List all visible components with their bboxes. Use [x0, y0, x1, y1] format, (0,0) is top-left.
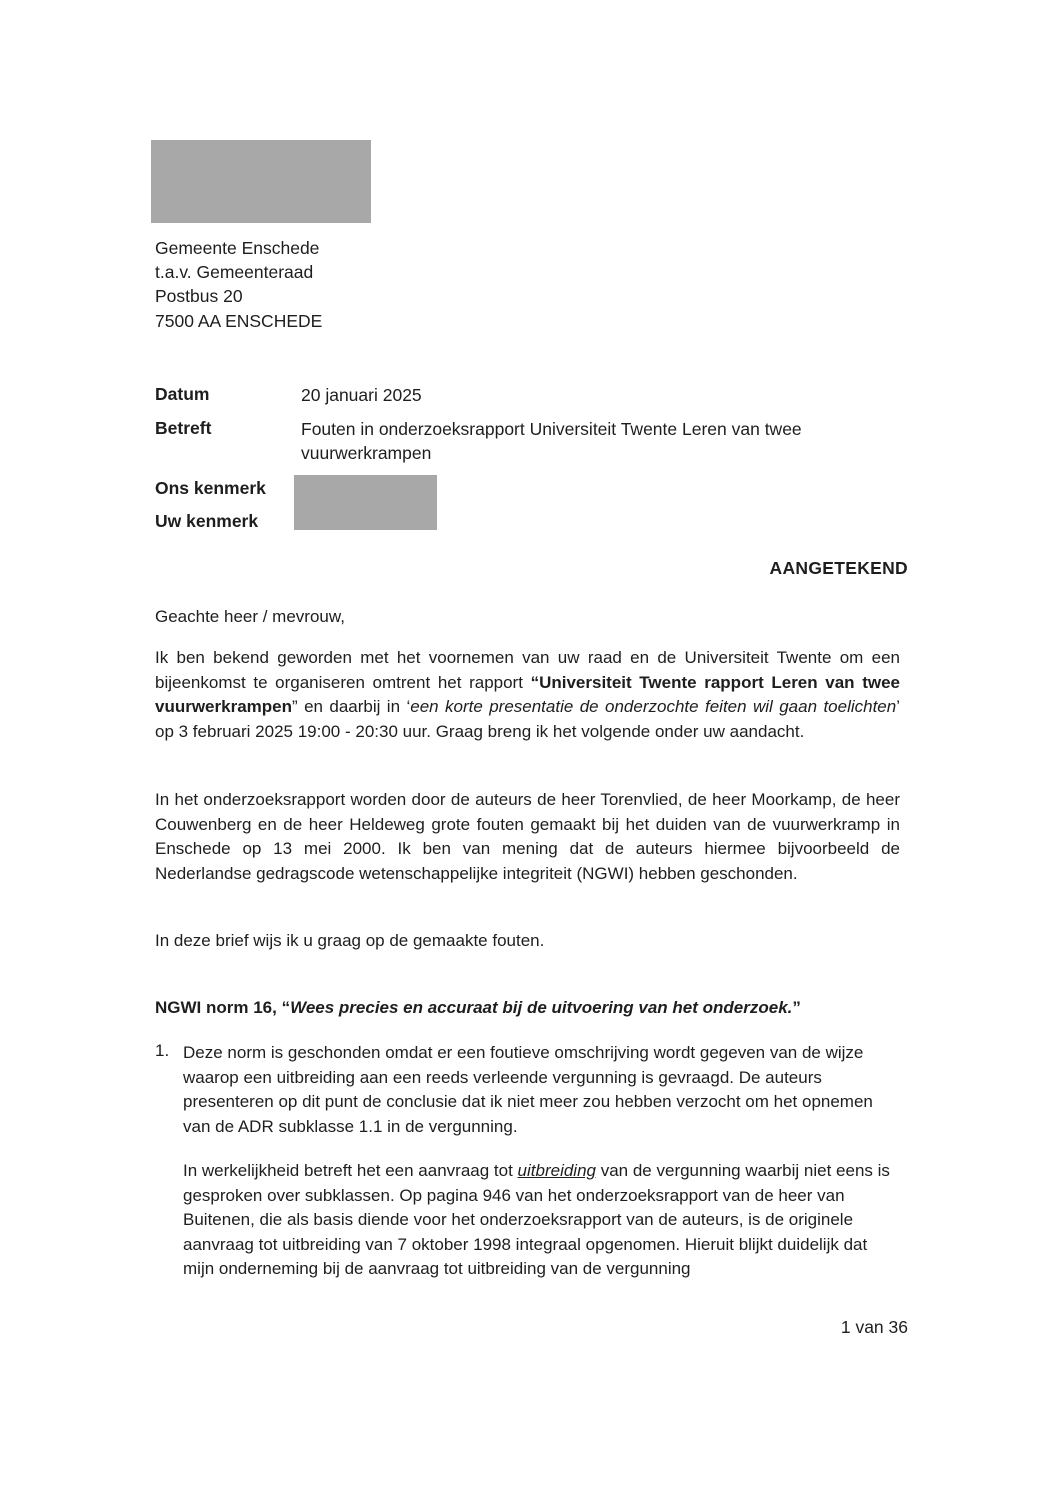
uw-kenmerk-label: Uw kenmerk [155, 511, 259, 531]
section-heading-norm: Wees precies en accuraat bij de uitvoering van het onderzoek. [290, 998, 793, 1017]
list-item-continuation-part1: In werkelijkheid betreft het een aanvraag tot [183, 1161, 518, 1180]
address-line-1: Gemeente Enschede [155, 238, 320, 258]
betreft-value: Fouten in onderzoeksrapport Universiteit Twente Leren van twee vuurwerkrampen [301, 419, 802, 463]
paragraph-authors: In het onderzoeksrapport worden door de auteurs de heer Torenvlied, de heer Moorkamp, de heer Couwenberg en de heer Heldeweg grote fouten gemaakt bij het duiden van de vuurwerkramp in Enschede op 13 mei 2000. Ik ben van mening dat de auteurs hiermee bijvoorbeeld de Nederlandse gedragscode wetenschappelijke integriteit (NGWI) hebben geschonden. [155, 790, 900, 883]
registered-mail-label: AANGETEKEND [769, 558, 908, 578]
section-heading-prefix: NGWI norm 16, “ [155, 998, 291, 1017]
ons-kenmerk-label: Ons kenmerk [155, 478, 266, 498]
paragraph-intro [155, 646, 900, 744]
address-line-3: Postbus 20 [155, 286, 243, 306]
section-heading [155, 998, 801, 1018]
paragraph-intro-part1: Ik ben bekend geworden met het voornemen van uw raad en de Universiteit Twente om een bijeenkomst te organiseren omtrent het rapport [155, 648, 900, 692]
page-number: 1 van 36 [840, 1317, 908, 1337]
datum-label: Datum [155, 384, 210, 404]
datum-value: 20 januari 2025 [301, 385, 422, 405]
redacted-reference-block [294, 475, 437, 530]
section-heading-suffix: ” [792, 998, 801, 1017]
presentation-quote: een korte presentatie de onderzochte feiten wil gaan toelichten [410, 697, 897, 716]
list-item-number: 1. [155, 1041, 170, 1060]
list-item-continuation-part2: van de vergunning waarbij niet eens is gesproken over subklassen. Op pagina 946 van het onderzoeksrapport van de heer van Buitenen, die als basis diende voor het onderzoeksrapport van de auteurs, is de originele aanvraag tot uitbreiding van 7 oktober 1998 integraal opgenomen. Hieruit blijkt duidelijk dat mijn onderneming bij de aanvraag tot uitbreiding van de vergunning [183, 1161, 890, 1278]
paragraph-summary: In deze brief wijs ik u graag op de gemaakte fouten. [155, 931, 545, 950]
report-title: “Universiteit Twente rapport Leren van twee vuurwerkrampen [155, 672, 900, 716]
uitbreiding-emphasis: uitbreiding [517, 1161, 596, 1180]
list-item-continuation [183, 1159, 901, 1282]
betreft-label: Betreft [155, 418, 212, 438]
salutation: Geachte heer / mevrouw, [155, 607, 345, 626]
list-item-text: Deze norm is geschonden omdat er een foutieve omschrijving wordt gegeven van de wijze waarop een uitbreiding aan een reeds verleende vergunning is gevraagd. De auteurs presenteren op dit punt de conclusie dat ik niet meer zou hebben verzocht om het opnemen van de ADR subklasse 1.1 in de vergunning. [183, 1043, 873, 1136]
paragraph-intro-part2: ” en daarbij in ‘ [292, 697, 411, 716]
address-line-4: 7500 AA ENSCHEDE [155, 311, 323, 331]
paragraph-intro-part3: ’ op 3 februari 2025 19:00 - 20:30 uur. Graag breng ik het volgende onder uw aandacht. [155, 697, 900, 741]
address-line-2: t.a.v. Gemeenteraad [155, 262, 314, 282]
redacted-sender-block [151, 140, 371, 223]
